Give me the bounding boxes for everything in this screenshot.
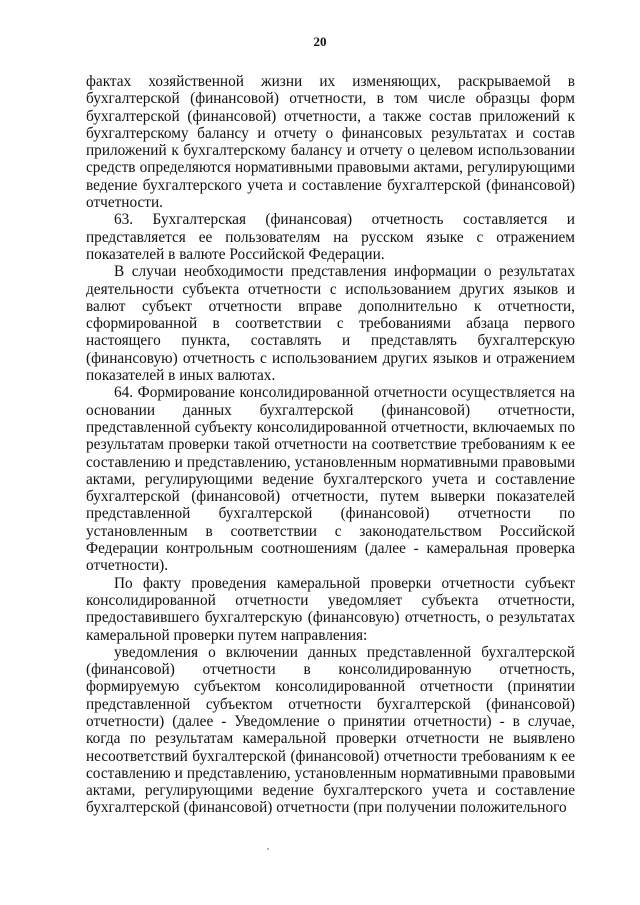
page-number: 20 [313,34,327,49]
paragraph-continuation: фактах хозяйственной жизни их изменяющих, раскрываемой в бухгалтерской (финансовой) отчетности, в том числе образцы форм бухгалтерской (финансовой) отчетности, а также состав приложений к бухгалтерскому балансу и отчету о финансовых результатах и состав приложений к бухгалтерскому балансу и отчету о целевом использовании средств определяются нормативными правовыми актами, регулирующими ведение бухгалтерского учета и составление бухгалтерской (финансовой) отчетности. [86,73,575,212]
paragraph-check-results: По факту проведения камеральной проверки отчетности субъект консолидированной отчетности уведомляет субъекта отчетности, предоставившего бухгалтерскую (финансовую) отчетность, о результатах камеральной проверки путем направления: [86,574,575,644]
paragraph-item-63: 63. Бухгалтерская (финансовая) отчетность составляется и представляется ее пользователям на русском языке с отражением показателей в валюте Российской Федерации. [86,211,575,263]
document-body [86,73,575,817]
scan-speck [267,848,269,850]
paragraph-acceptance-notice: уведомления о включении данных представленной бухгалтерской (финансовой) отчетности в консолидированную отчетность, формируемую субъектом консолидированной отчетности (принятии представленной субъектом отчетности бухгалтерской (финансовой) отчетности) (далее - Уведомление о принятии отчетности) - в случае, когда по результатам камеральной проверки отчетности не выявлено несоответствий бухгалтерской (финансовой) отчетности требованиям к ее составлению и представлению, установленным нормативными правовыми актами, регулирующими ведение бухгалтерского учета и составление бухгалтерской (финансовой) отчетности (при получении положительного [86,643,575,817]
paragraph-item-64: 64. Формирование консолидированной отчетности осуществляется на основании данных бухгалтерской (финансовой) отчетности, представленной субъекту консолидированной отчетности, включаемых по результатам проверки такой отчетности на соответствие требованиям к ее составлению и представлению, установленным нормативными правовыми актами, регулирующими ведение бухгалтерского учета и составление бухгалтерской (финансовой) отчетности, путем выверки показателей представленной бухгалтерской (финансовой) отчетности по установленным в соответствии с законодательством Российской Федерации контрольным соотношениям (далее - камеральная проверка отчетности). [86,384,575,575]
paragraph-other-languages: В случаи необходимости представления информации о результатах деятельности субъекта отчетности с использованием других языков и валют субъект отчетности вправе дополнительно к отчетности, сформированной в соответствии с требованиями абзаца первого настоящего пункта, составлять и представлять бухгалтерскую (финансовую) отчетность с использованием других языков и отражением показателей в иных валютах. [86,263,575,385]
